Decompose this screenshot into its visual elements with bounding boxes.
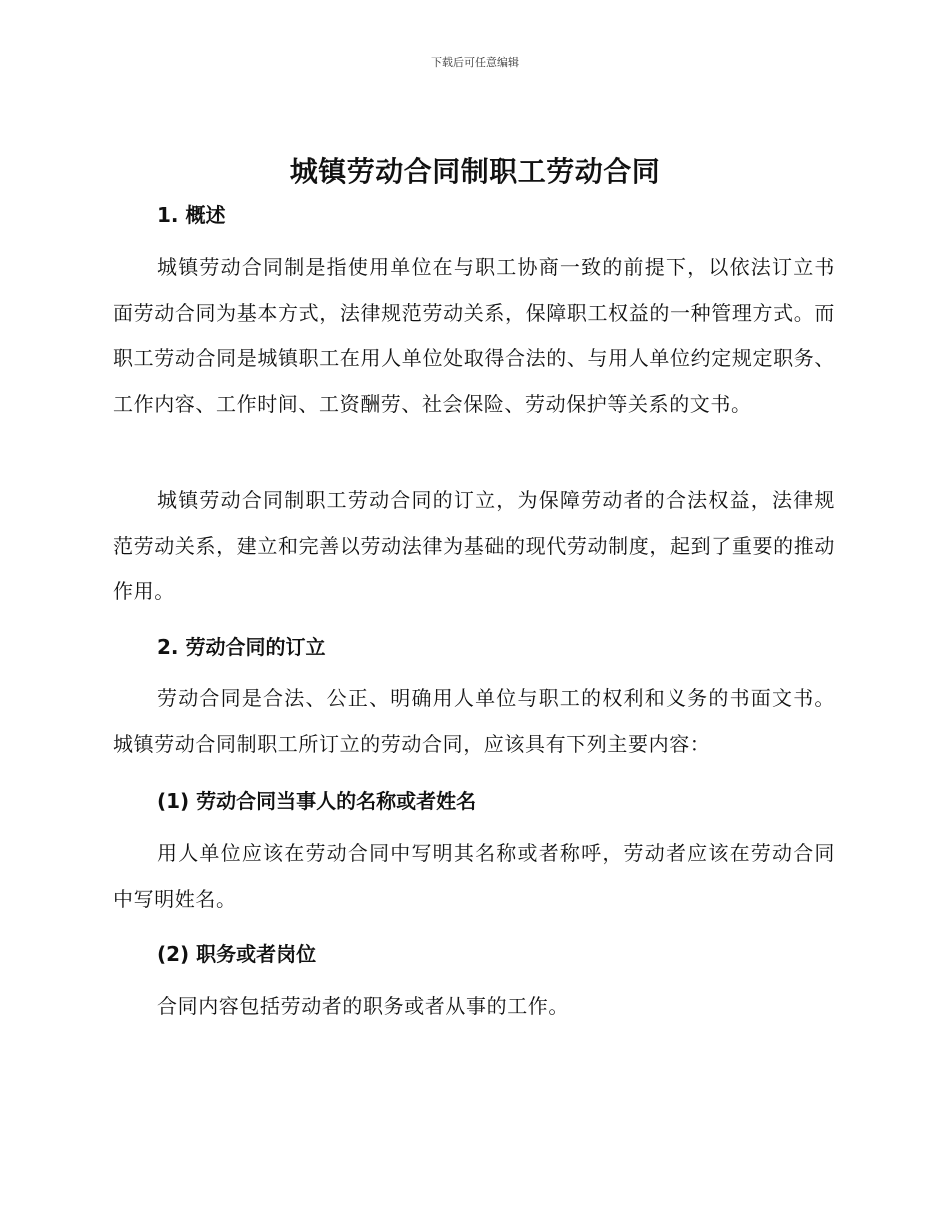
paragraph-party-names: 用人单位应该在劳动合同中写明其名称或者称呼，劳动者应该在劳动合同中写明姓名。: [113, 841, 835, 911]
document-title: 城镇劳动合同制职工劳动合同: [289, 155, 661, 188]
paragraph-overview-1: 城镇劳动合同制是指使用单位在与职工协商一致的前提下，以依法订立书面劳动合同为基本方式，法律规范劳动关系，保障职工权益的一种管理方式。而职工劳动合同是城镇职工在用人单位处取得合法的、与用人单位约定规定职务、工作内容、工作时间、工资酬劳、社会保险、劳动保护等关系的文书。: [113, 255, 835, 416]
section-heading-contract-signing: 2. 劳动合同的订立: [157, 635, 326, 659]
paragraph-overview-2: 城镇劳动合同制职工劳动合同的订立，为保障劳动者的合法权益，法律规范劳动关系，建立和完善以劳动法律为基础的现代劳动制度，起到了重要的推动作用。: [113, 488, 835, 603]
section-heading-overview: 1. 概述: [157, 203, 226, 227]
paragraph-contract-signing: 劳动合同是合法、公正、明确用人单位与职工的权利和义务的书面文书。城镇劳动合同制职工所订立的劳动合同，应该具有下列主要内容：: [113, 686, 835, 756]
subsection-heading-party-names: (1) 劳动合同当事人的名称或者姓名: [157, 789, 477, 813]
subsection-heading-position: (2) 职务或者岗位: [157, 942, 317, 966]
page-header-note: 下载后可任意编辑: [431, 56, 519, 69]
paragraph-position: 合同内容包括劳动者的职务或者从事的工作。: [157, 994, 569, 1018]
